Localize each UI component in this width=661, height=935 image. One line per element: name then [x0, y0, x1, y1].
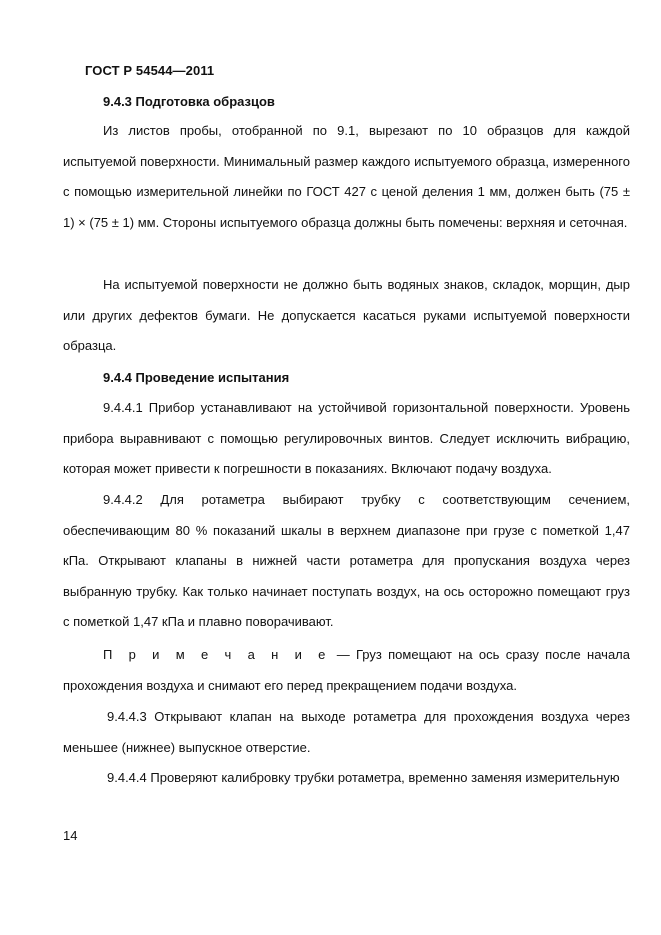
note-paragraph	[63, 640, 630, 701]
paragraph-9-4-4-1: 9.4.4.1 Прибор устанавливают на устойчивой горизонтальной поверхности. Уровень прибора выравнивают с помощью регулировочных винтов. Следует исключить вибрацию, которая может привести к погрешности в показаниях. Включают подачу воздуха.	[63, 400, 630, 476]
paragraph-9-4-3-samples: Из листов пробы, отобранной по 9.1, вырезают по 10 образцов для каждой испытуемой поверхности. Минимальный размер каждого испытуемого образца, измеренного с помощью измерительной линейки по ГОСТ 427 с ценой деления 1 мм, должен быть (75 ± 1) × (75 ± 1) мм. Стороны испытуемого образца должны быть помечены: верхняя и сеточная.	[63, 123, 630, 230]
note-text: — Груз помещают на ось сразу после начала прохождения воздуха и снимают его перед прекращением подачи воздуха.	[63, 647, 630, 693]
note-label: П р и м е ч а н и е	[103, 647, 331, 662]
standard-header: ГОСТ Р 54544—2011	[85, 63, 215, 78]
paragraph-9-4-4-2: 9.4.4.2 Для ротаметра выбирают трубку с соответствующим сечением, обеспечивающим 80 % показаний шкалы в верхнем диапазоне при грузе с пометкой 1,47 кПа. Открывают клапаны в нижней части ротаметра для пропускания воздуха через выбранную трубку. Как только начинает поступать воздух, на ось осторожно помещают груз с пометкой 1,47 кПа и плавно поворачивают.	[63, 492, 630, 629]
paragraph-9-4-4-4: 9.4.4.4 Проверяют калибровку трубки ротаметра, временно заменяя измерительную	[107, 770, 620, 785]
section-heading-9-4-4: 9.4.4 Проведение испытания	[103, 370, 290, 385]
paragraph-9-4-4-3: 9.4.4.3 Открывают клапан на выходе ротаметра для прохождения воздуха через меньшее (нижнее) выпускное отверстие.	[63, 709, 630, 755]
page-number: 14	[63, 828, 78, 843]
paragraph-9-4-3-defects: На испытуемой поверхности не должно быть водяных знаков, складок, морщин, дыр или других дефектов бумаги. Не допускается касаться руками испытуемой поверхности образца.	[63, 277, 630, 353]
section-heading-9-4-3: 9.4.3 Подготовка образцов	[103, 94, 275, 109]
